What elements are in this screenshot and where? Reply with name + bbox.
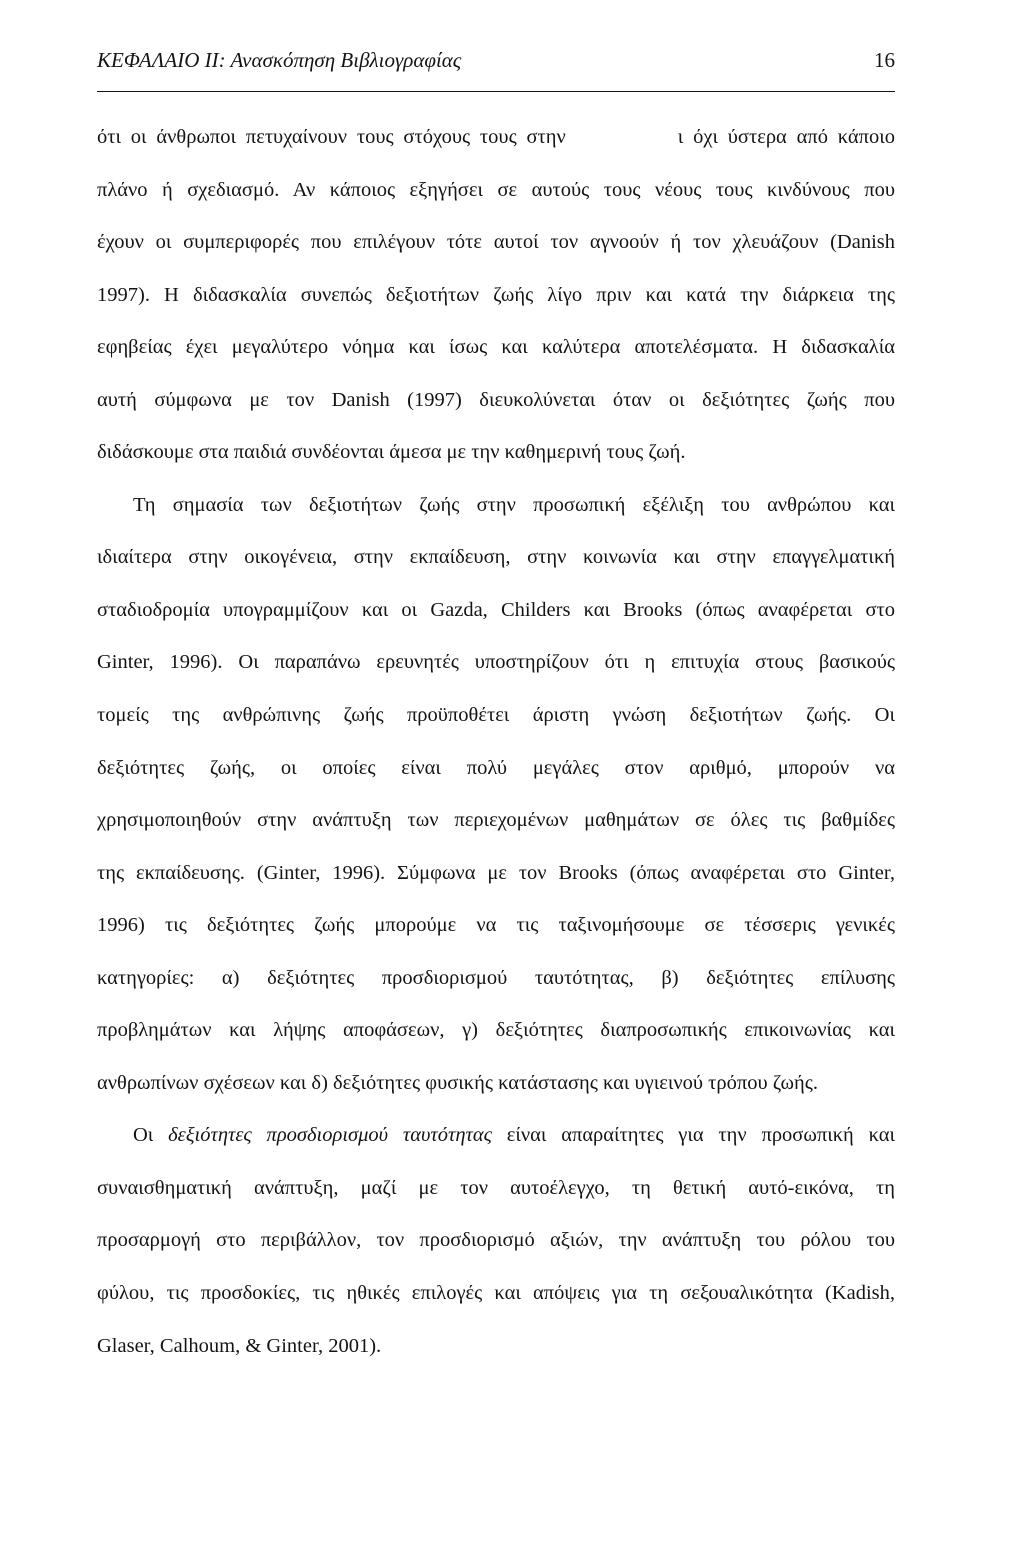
text-line: προβλημάτων και λήψης αποφάσεων, γ) δεξιότητες διαπροσωπικής επικοινωνίας και [97, 1019, 895, 1042]
text-line [97, 1109, 895, 1162]
text-line: κατηγορίες: α) δεξιότητες προσδιορισμού ταυτότητας, β) δεξιότητες επίλυσης [97, 966, 895, 989]
text-segment: ότι οι άνθρωποι πετυχαίνουν τους στόχους τους στην [97, 126, 566, 148]
text-line: συναισθηματική ανάπτυξη, μαζί με τον αυτοέλεγχο, τη θετική αυτό-εικόνα, τη [97, 1176, 895, 1199]
text-line: έχουν οι συμπεριφορές που επιλέγουν τότε αυτοί τον αγνοούν ή τον χλευάζουν (Danish [97, 231, 895, 254]
text-line: φύλου, τις προσδοκίες, τις ηθικές επιλογές και απόψεις για τη σεξουαλικότητα (Kadish, [97, 1282, 895, 1305]
text-segment: είναι απαραίτητες για την προσωπική και [491, 1124, 895, 1147]
italic-term: δεξιότητες προσδιορισμού ταυτότητας [168, 1124, 492, 1147]
text-line: της εκπαίδευσης. (Ginter, 1996). Σύμφωνα με τον Brooks (όπως αναφέρεται στο Ginter, [97, 861, 895, 884]
header-divider [97, 91, 895, 92]
text-segment: Οι [133, 1124, 169, 1147]
text-line: Ginter, 1996). Οι παραπάνω ερευνητές υποστηρίζουν ότι η επιτυχία στους βασικούς [97, 651, 895, 674]
text-line: Glaser, Calhoum, & Ginter, 2001). [97, 1334, 382, 1357]
text-line: πλάνο ή σχεδιασμό. Αν κάποιος εξηγήσει σε αυτούς τους νέους τους κινδύνους που [97, 178, 895, 201]
text-segment: ι όχι ύστερα από κάποιο [677, 126, 895, 148]
page-header [97, 46, 895, 74]
text-line [97, 111, 895, 164]
text-line: ανθρωπίνων σχέσεων και δ) δεξιότητες φυσικής κατάστασης και υγιεινού τρόπου ζωής. [97, 1071, 818, 1094]
page-number: 16 [874, 48, 895, 72]
text-line: χρησιμοποιηθούν στην ανάπτυξη των περιεχομένων μαθημάτων σε όλες τις βαθμίδες [97, 809, 895, 832]
body-text [97, 111, 895, 1372]
text-line: ιδιαίτερα στην οικογένεια, στην εκπαίδευση, στην κοινωνία και στην επαγγελματική [97, 546, 895, 569]
text-line: σταδιοδρομία υπογραμμίζουν και οι Gazda, Childers και Brooks (όπως αναφέρεται στο [97, 598, 895, 621]
text-line: τομείς της ανθρώπινης ζωής προϋποθέτει άριστη γνώση δεξιοτήτων ζωής. Οι [97, 704, 895, 727]
chapter-title: ΚΕΦΑΛΑΙΟ ΙΙ: Ανασκόπηση Βιβλιογραφίας [97, 48, 462, 72]
text-line: Τη σημασία των δεξιοτήτων ζωής στην προσωπική εξέλιξη του ανθρώπου και [133, 493, 895, 516]
text-line: 1996) τις δεξιότητες ζωής μπορούμε να τις ταξινομήσουμε σε τέσσερις γενικές [97, 914, 895, 937]
text-line: αυτή σύμφωνα με τον Danish (1997) διευκολύνεται όταν οι δεξιότητες ζωής που [97, 388, 895, 411]
text-line: διδάσκουμε στα παιδιά συνδέονται άμεσα με την καθημερινή τους ζωή. [97, 441, 686, 464]
text-line: δεξιότητες ζωής, οι οποίες είναι πολύ μεγάλες στον αριθμό, μπορούν να [97, 756, 895, 779]
text-line: 1997). Η διδασκαλία συνεπώς δεξιοτήτων ζωής λίγο πριν και κατά την διάρκεια της [97, 283, 895, 306]
text-line: εφηβείας έχει μεγαλύτερο νόημα και ίσως και καλύτερα αποτελέσματα. Η διδασκαλία [97, 336, 895, 359]
text-line: προσαρμογή στο περιβάλλον, τον προσδιορισμό αξιών, την ανάπτυξη του ρόλου του [97, 1229, 895, 1252]
